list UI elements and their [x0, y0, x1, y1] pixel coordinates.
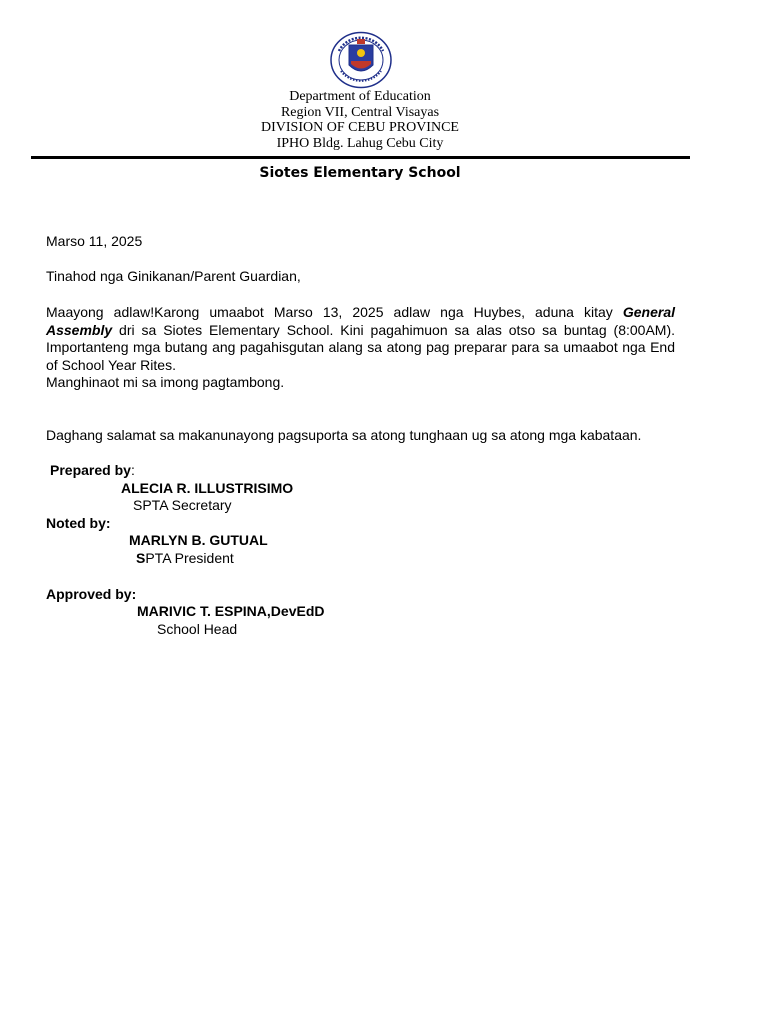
letterhead-department: Department of Education [289, 89, 431, 104]
letterhead-division: DIVISION OF CEBU PROVINCE [261, 120, 459, 135]
school-name: Siotes Elementary School [259, 165, 461, 181]
letter-salutation: Tinahod nga Ginikanan/Parent Guardian, [46, 268, 301, 284]
letter-date: Marso 11, 2025 [46, 233, 143, 249]
body-part-2: dri sa Siotes Elementary School. Kini pagahimuon sa alas otso sa buntag (8:00AM). Importanteng mga butang ang pagahisgutan alang sa atong pag preparar para sa umaabot nga End of School Year Rites. [46, 321, 675, 374]
letter-body [46, 304, 675, 375]
thanks-line: Daghang salamat sa makanunayong pagsuporta sa atong tunghaan ug sa atong mga kabataan. [46, 427, 642, 443]
prepared-by-label: Prepared by: [50, 462, 135, 478]
prepared-by-name: ALECIA R. ILLUSTRISIMO [121, 480, 294, 496]
noted-by-label: Noted by: [46, 515, 111, 531]
deped-seal-icon [329, 31, 393, 89]
header-divider [31, 156, 690, 159]
body-emphasis: General Assembly [46, 304, 675, 338]
noted-by-name: MARLYN B. GUTUAL [129, 532, 268, 548]
approved-by-label: Approved by: [46, 586, 137, 602]
letterhead-address: IPHO Bldg. Lahug Cebu City [276, 136, 444, 151]
prepared-by-title: SPTA Secretary [133, 497, 232, 513]
letterhead-region: Region VII, Central Visayas [280, 105, 440, 120]
body-part-1: Maayong adlaw!Karong umaabot Marso 13, 2025 adlaw nga Huybes, aduna kitay [46, 304, 623, 320]
approved-by-title: School Head [157, 621, 238, 637]
approved-by-name: MARIVIC T. ESPINA,DevEdD [137, 603, 325, 619]
noted-by-title: SPTA President [136, 550, 234, 566]
closing-request: Manghinaot mi sa imong pagtambong. [46, 374, 285, 390]
